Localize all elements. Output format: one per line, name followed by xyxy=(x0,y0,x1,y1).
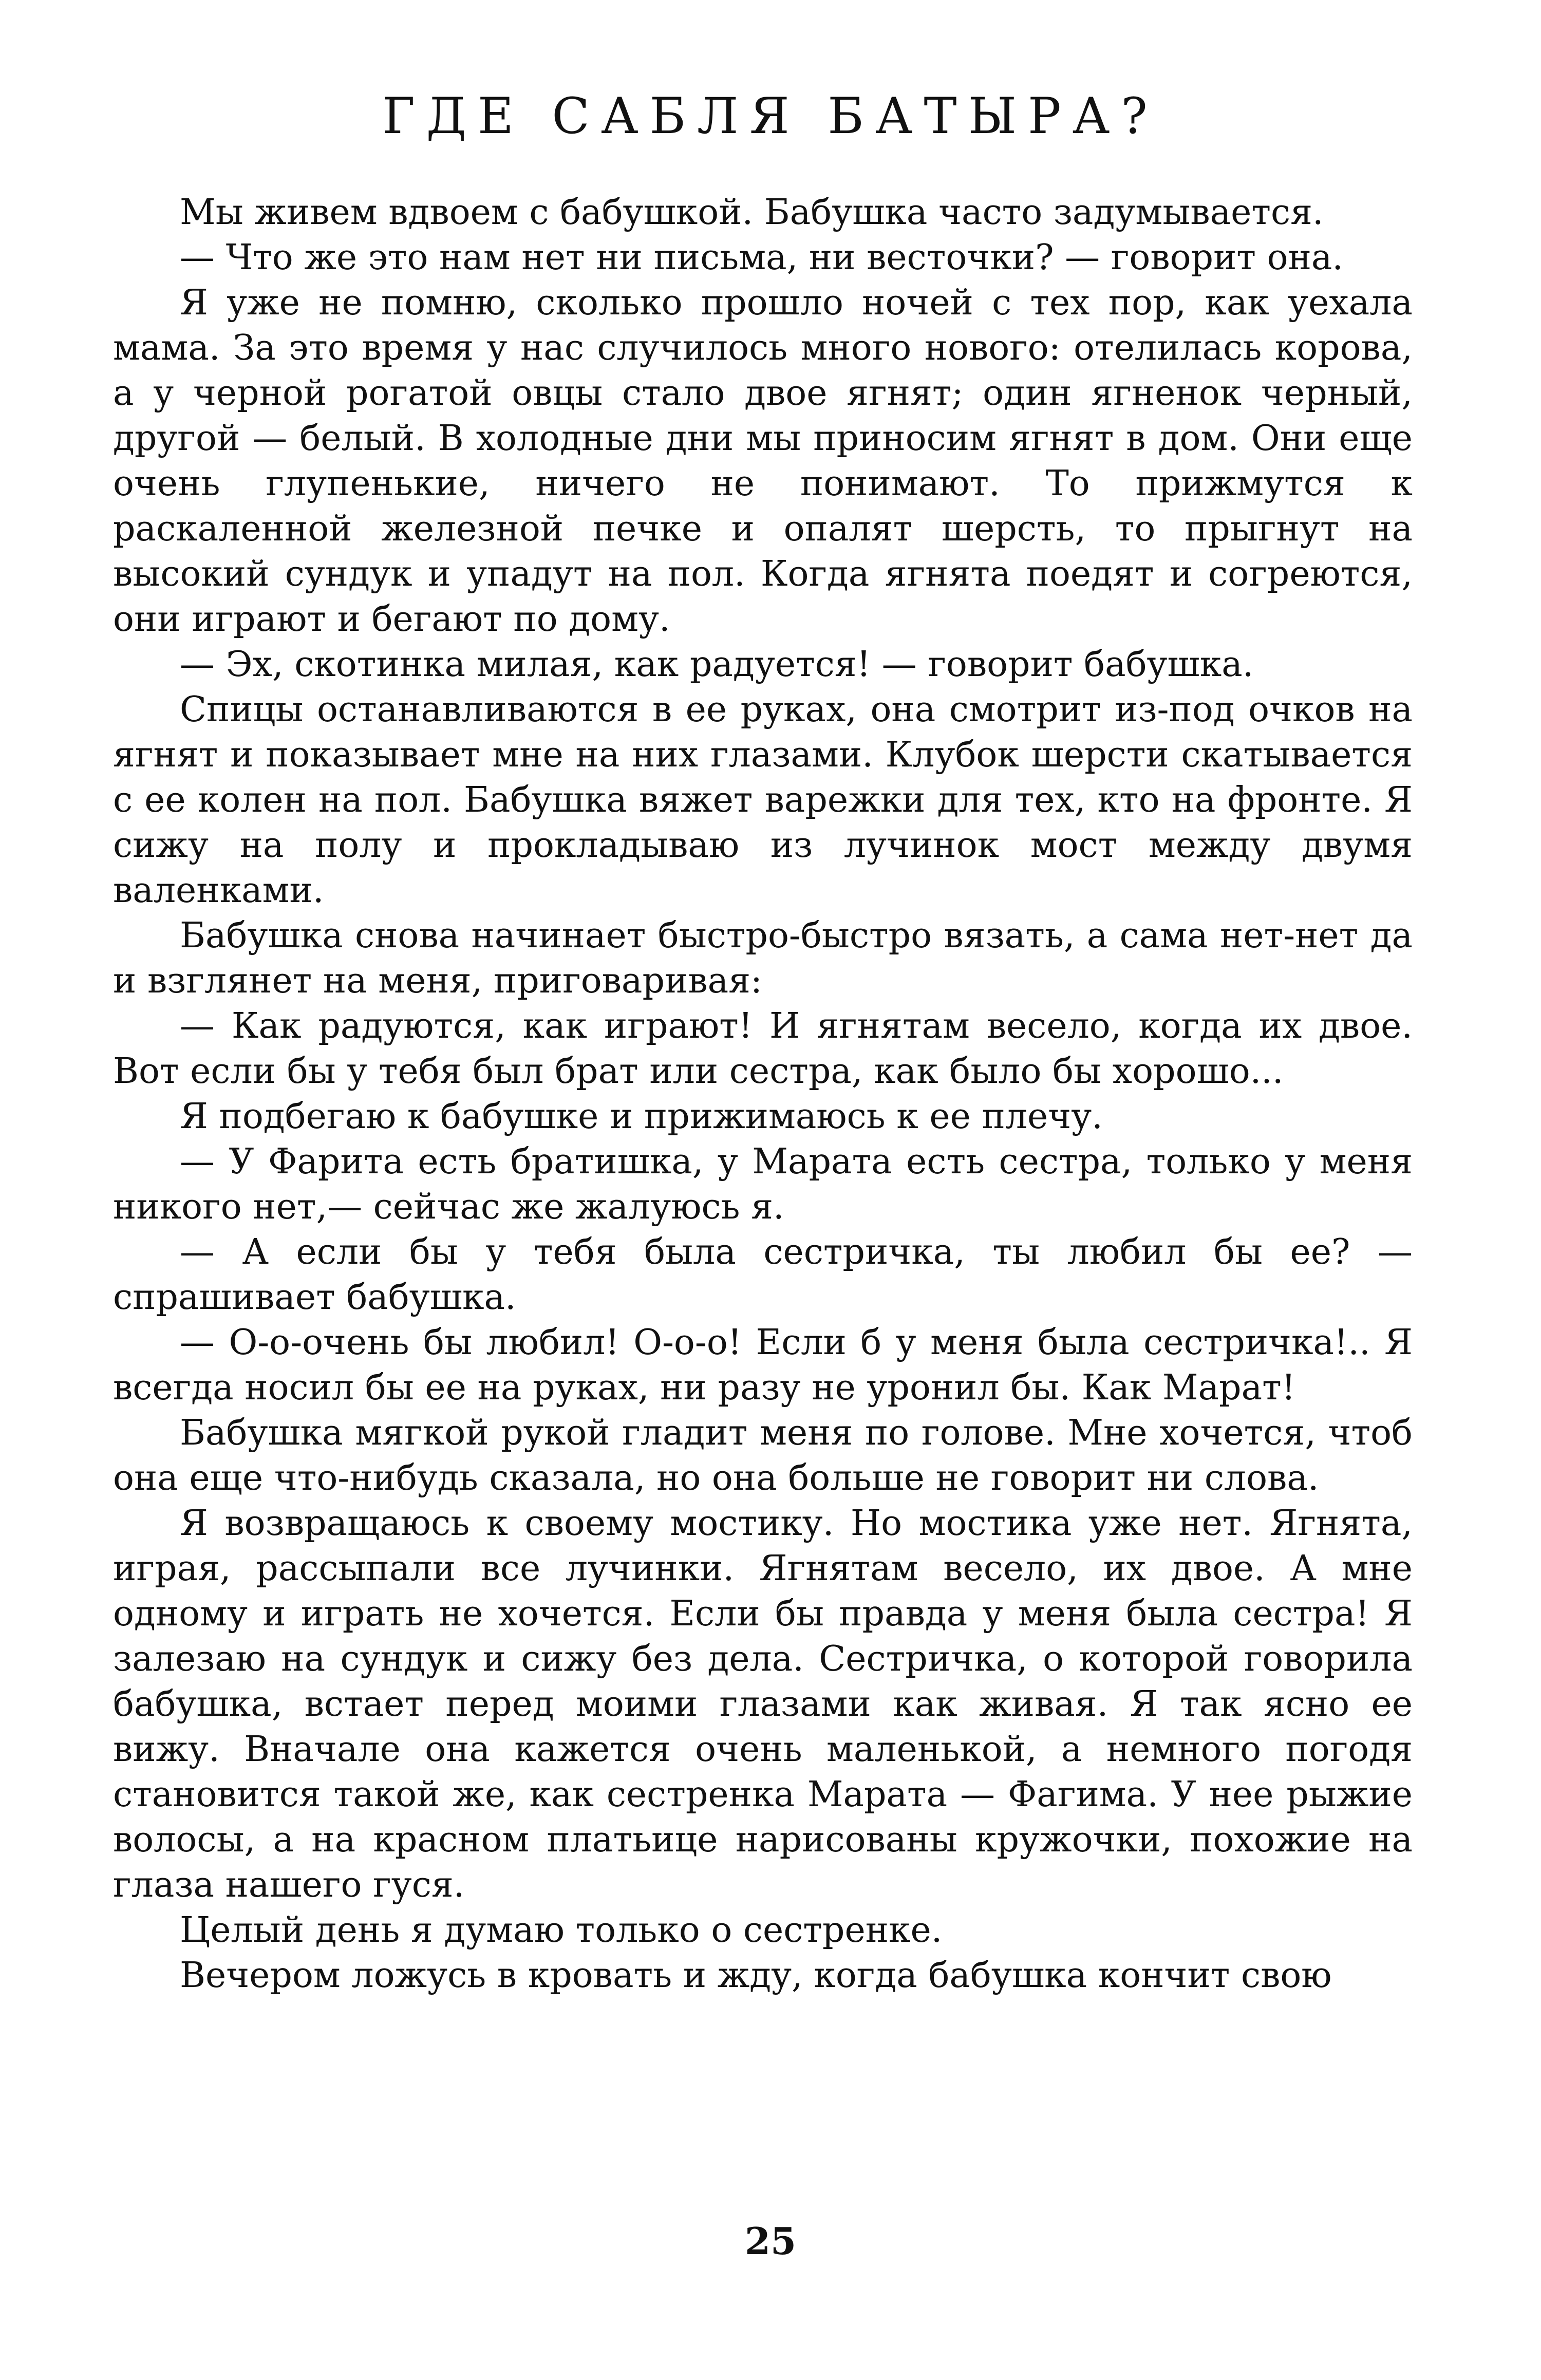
paragraph: Я подбегаю к бабушке и прижимаюсь к ее плечу. xyxy=(180,1096,1103,1137)
body-text xyxy=(113,190,1413,1998)
paragraph: Я уже не помню, сколько прошло ночей с тех пор, как уехала мама. За это время у нас случилось много нового: отелилась корова, а у черной рогатой овцы стало двое ягнят; один ягненок черный, другой — белый. В холодные дни мы приносим ягнят в дом. Они еще очень глупенькие, ничего не понимают. То прижмутся к раскаленной железной печке и опалят шерсть, то прыгнут на высокий сундук и упадут на пол. Когда ягнята поедят и согреются, они играют и бегают по дому. xyxy=(113,283,1413,640)
paragraph: — Эх, скотинка милая, как радуется! — говорит бабушка. xyxy=(180,644,1254,685)
paragraph: — Что же это нам нет ни письма, ни весточки? — говорит она. xyxy=(180,237,1344,278)
paragraph: Мы живем вдвоем с бабушкой. Бабушка часто задумывается. xyxy=(180,192,1324,233)
paragraph: Я возвращаюсь к своему мостику. Но мостика уже нет. Ягнята, играя, рассыпали все лучинки. Ягнятам весело, их двое. А мне одному и играть не хочется. Если бы правда у меня была сестра! Я залезаю на сундук и сижу без дела. Сестричка, о которой говорила бабушка, встает перед моими глазами как живая. Я так ясно ее вижу. Вначале она кажется очень маленькой, а немного погодя становится такой же, как сестренка Марата — Фагима. У нее рыжие волосы, а на красном платьице нарисованы кружочки, похожие на глаза нашего гуся. xyxy=(113,1503,1413,1905)
paragraph: Вечером ложусь в кровать и жду, когда бабушка кончит свою xyxy=(180,1955,1332,1996)
paragraph: — У Фарита есть братишка, у Марата есть сестра, только у меня никого нет,— сейчас же жалуюсь я. xyxy=(113,1141,1413,1227)
paragraph: Спицы останавливаются в ее руках, она смотрит из-под очков на ягнят и показывает мне на них глазами. Клубок шерсти скатывается с ее колен на пол. Бабушка вяжет варежки для тех, кто на фронте. Я сижу на полу и прокладываю из лучинок мост между двумя валенками. xyxy=(113,689,1413,911)
page-number: 25 xyxy=(744,2219,797,2263)
paragraph: Бабушка снова начинает быстро-быстро вязать, а сама нет-нет да и взглянет на меня, приговаривая: xyxy=(113,915,1413,1001)
chapter-title: ГДЕ САБЛЯ БАТЫРА? xyxy=(382,87,1159,145)
paragraph: Целый день я думаю только о сестренке. xyxy=(180,1910,943,1951)
paragraph: — А если бы у тебя была сестричка, ты любил бы ее? — спрашивает бабушка. xyxy=(113,1232,1413,1318)
paragraph: — Как радуются, как играют! И ягнятам весело, когда их двое. Вот если бы у тебя был брат или сестра, как было бы хорошо... xyxy=(113,1006,1413,1092)
paragraph: — О-о-очень бы любил! О-о-о! Если б у меня была сестричка!.. Я всегда носил бы ее на руках, ни разу не уронил бы. Как Марат! xyxy=(113,1322,1413,1408)
paragraph: Бабушка мягкой рукой гладит меня по голове. Мне хочется, чтоб она еще что-нибудь сказала, но она больше не говорит ни слова. xyxy=(113,1413,1413,1498)
